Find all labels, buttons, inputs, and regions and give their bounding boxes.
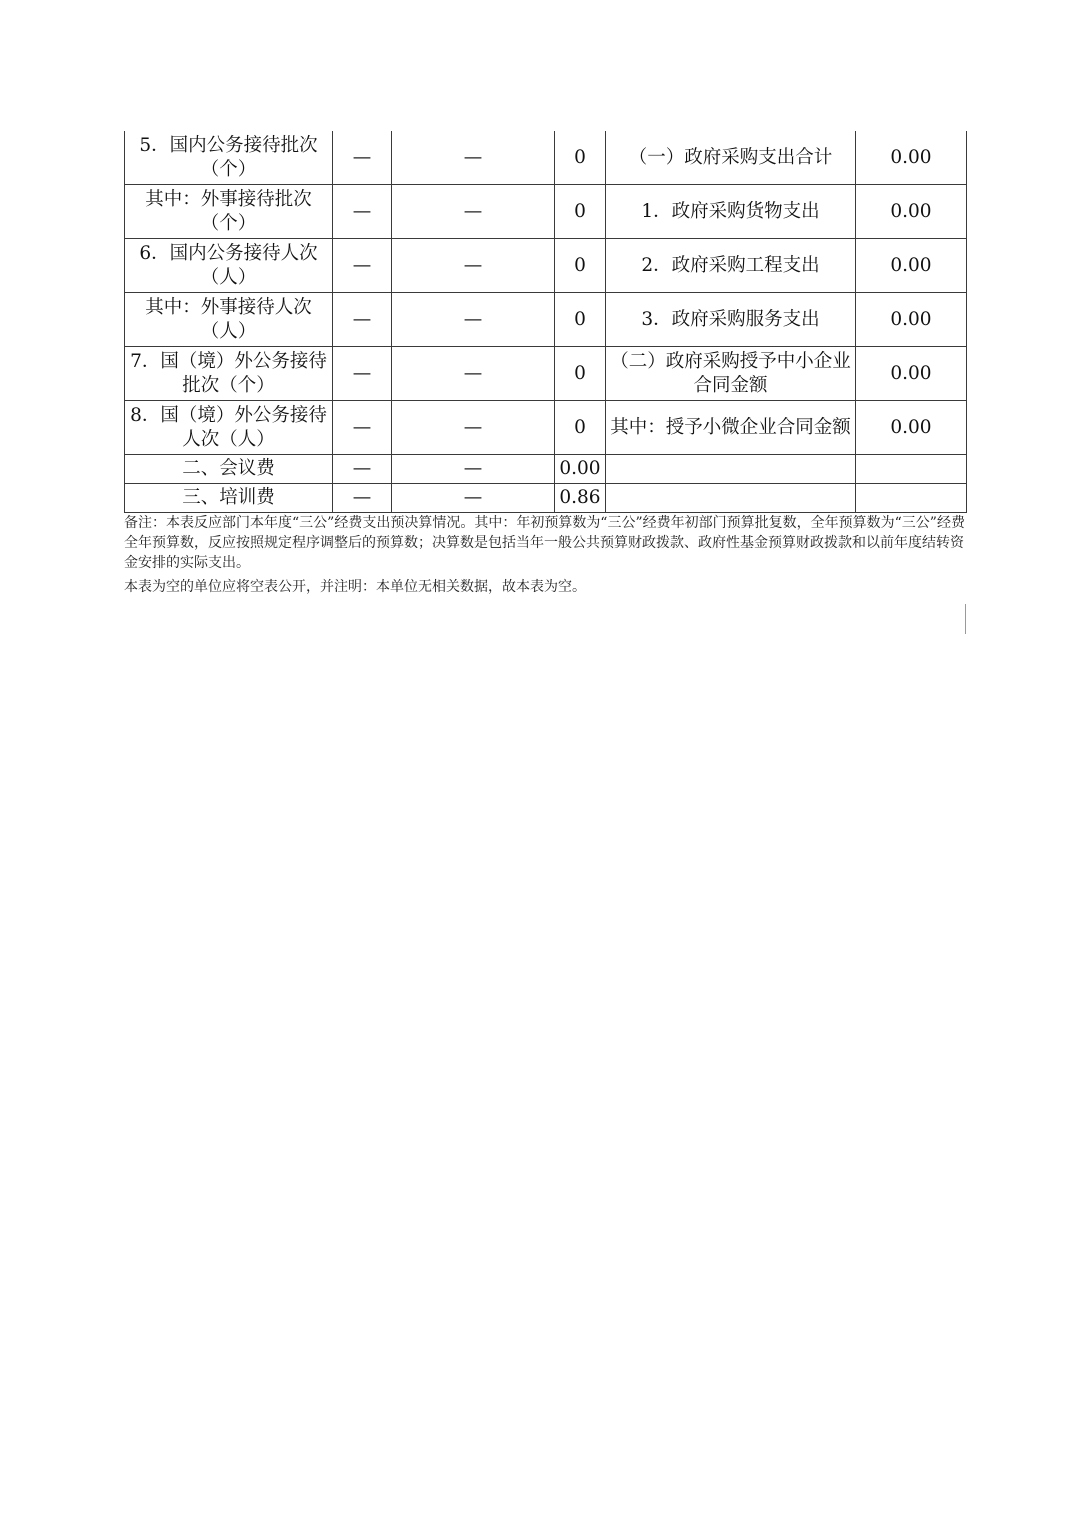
item-cell: 其中：外事接待人次（人） — [125, 293, 333, 347]
item-cell: 6．国内公务接待人次（人） — [125, 239, 333, 293]
procurement-value-cell: 0.00 — [856, 131, 967, 185]
procurement-value-cell: 0.00 — [856, 347, 967, 401]
table-row — [125, 131, 967, 185]
dash-cell: — — [392, 239, 555, 293]
procurement-value-cell: 0.00 — [856, 401, 967, 455]
table-row — [125, 401, 967, 455]
item-cell: 8．国（境）外公务接待人次（人） — [125, 401, 333, 455]
table-row — [125, 455, 967, 484]
value-cell: 0 — [555, 131, 606, 185]
procurement-value-cell: 0.00 — [856, 239, 967, 293]
dash-cell: — — [392, 484, 555, 513]
dash-cell: — — [333, 455, 392, 484]
item-cell: 5．国内公务接待批次（个） — [125, 131, 333, 185]
value-cell: 0.00 — [555, 455, 606, 484]
procurement-value-cell — [856, 484, 967, 513]
dash-cell: — — [392, 401, 555, 455]
value-cell: 0 — [555, 347, 606, 401]
item-cell: 二、会议费 — [125, 455, 333, 484]
table-row — [125, 484, 967, 513]
procurement-item-cell: （一）政府采购支出合计 — [606, 131, 856, 185]
dash-cell: — — [333, 484, 392, 513]
value-cell: 0 — [555, 293, 606, 347]
budget-table — [124, 131, 967, 513]
dash-cell: — — [392, 347, 555, 401]
procurement-item-cell — [606, 455, 856, 484]
page-edge-divider — [965, 604, 966, 634]
value-cell: 0.86 — [555, 484, 606, 513]
value-cell: 0 — [555, 401, 606, 455]
dash-cell: — — [333, 185, 392, 239]
dash-cell: — — [333, 239, 392, 293]
dash-cell: — — [333, 401, 392, 455]
dash-cell: — — [333, 293, 392, 347]
dash-cell: — — [392, 293, 555, 347]
procurement-value-cell: 0.00 — [856, 185, 967, 239]
procurement-value-cell — [856, 455, 967, 484]
item-cell: 7．国（境）外公务接待批次（个） — [125, 347, 333, 401]
table-row — [125, 347, 967, 401]
procurement-value-cell: 0.00 — [856, 293, 967, 347]
procurement-item-cell — [606, 484, 856, 513]
procurement-item-cell: 1．政府采购货物支出 — [606, 185, 856, 239]
item-cell: 其中：外事接待批次（个） — [125, 185, 333, 239]
value-cell: 0 — [555, 239, 606, 293]
dash-cell: — — [333, 131, 392, 185]
table-row — [125, 239, 967, 293]
procurement-item-cell: 3．政府采购服务支出 — [606, 293, 856, 347]
dash-cell: — — [392, 185, 555, 239]
dash-cell: — — [333, 347, 392, 401]
procurement-item-cell: 2．政府采购工程支出 — [606, 239, 856, 293]
procurement-item-cell: （二）政府采购授予中小企业合同金额 — [606, 347, 856, 401]
remark-note: 备注：本表反应部门本年度“三公”经费支出预决算情况。其中：年初预算数为“三公”经费年初部门预算批复数，全年预算数为“三公”经费全年预算数，反应按照规定程序调整后的预算数；决算数是包括当年一般公共预算财政拨款、政府性基金预算财政拨款和以前年度结转资金安排的实际支出。 — [124, 515, 965, 571]
table-notes — [124, 513, 966, 601]
empty-table-note: 本表为空的单位应将空表公开，并注明：本单位无相关数据，故本表为空。 — [124, 579, 586, 595]
dash-cell: — — [392, 455, 555, 484]
table-row — [125, 293, 967, 347]
table-row — [125, 185, 967, 239]
value-cell: 0 — [555, 185, 606, 239]
procurement-item-cell: 其中：授予小微企业合同金额 — [606, 401, 856, 455]
item-cell: 三、培训费 — [125, 484, 333, 513]
dash-cell: — — [392, 131, 555, 185]
